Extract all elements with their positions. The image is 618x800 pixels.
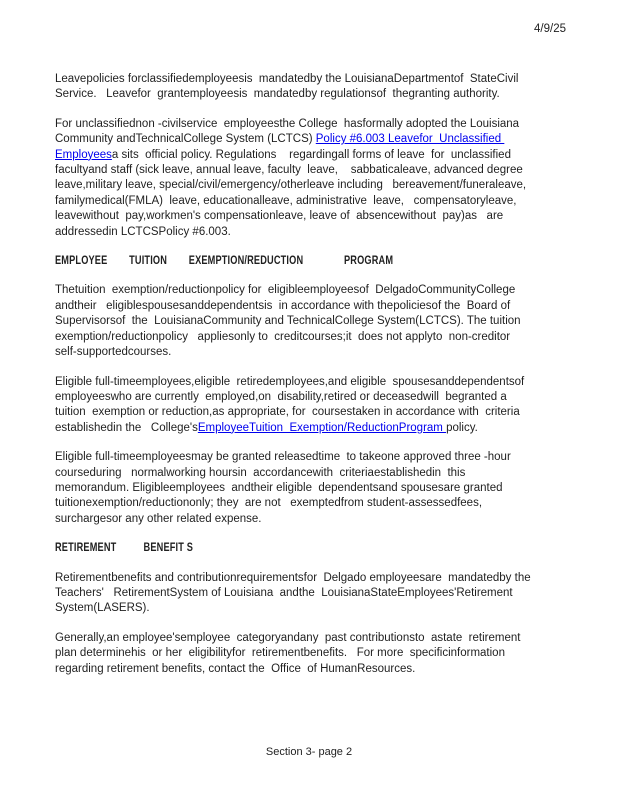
text-segment: policy. — [446, 421, 478, 434]
text-line — [55, 87, 575, 102]
text-line — [55, 375, 575, 390]
text-segment: Teachers' RetirementSystem of Louisiana andthe LouisianaStateEmployees'Retirement — [55, 586, 513, 599]
text-segment: Retirementbenefits and contributionrequirementsfor Delgado employeesare mandatedby the — [55, 571, 531, 584]
text-segment: establishedin the College's — [55, 421, 198, 434]
text-line — [55, 601, 575, 616]
text-segment: RETIREMENT BENEFIT S — [55, 542, 194, 555]
paragraph-eligible-employees — [55, 375, 575, 437]
text-segment: surchargesor any other related expense. — [55, 512, 262, 525]
text-line — [55, 283, 575, 298]
text-line — [55, 132, 575, 147]
text-line — [55, 571, 575, 586]
text-segment: EMPLOYEE TUITION EXEMPTION/REDUCTION PROGRAM — [55, 255, 394, 268]
text-segment: tuition exemption or reduction,as appropriate, for coursestaken in accordance with criteria — [55, 406, 520, 419]
text-segment: andtheir eligiblespousesanddependentsis in accordance with thepoliciesof the Board of — [55, 299, 511, 312]
text-line — [55, 481, 575, 496]
text-line — [55, 194, 575, 209]
text-segment: facultyand staff (sick leave, annual leave, faculty leave, sabbaticaleave, advanced degree — [55, 164, 523, 177]
text-line — [55, 421, 575, 436]
policy-6003-link-continued[interactable]: Employees — [55, 148, 112, 161]
text-line — [55, 450, 575, 465]
text-line — [55, 254, 471, 269]
paragraph-retirement-eligibility — [55, 631, 575, 677]
text-line — [55, 646, 575, 661]
tuition-program-link[interactable]: EmployeeTuition Exemption/ReductionProgram — [197, 421, 447, 434]
text-line — [55, 512, 575, 527]
heading-retirement-benefits — [55, 541, 575, 556]
text-line — [55, 163, 575, 178]
text-segment: Community andTechnicalCollege System (LCTCS) — [55, 133, 316, 146]
text-line — [55, 148, 575, 163]
text-segment: a sits official policy. Regulations regardingall forms of leave for unclassified — [111, 148, 511, 161]
text-line — [55, 496, 575, 511]
text-segment: Eligible full-timeemployees,eligible retiredemployees,and eligible spousesanddependentsof — [55, 375, 525, 388]
document-body — [55, 72, 575, 691]
paragraph-unclassified-leave — [55, 117, 575, 240]
text-segment: Leavepolicies forclassifiedemployeesis mandatedby the LouisianaDepartmentof StateCivil — [55, 73, 519, 85]
page-footer: Section 3- page 2 — [265, 746, 353, 758]
text-segment: Generally,an employee'semployee categoryandany past contributionsto astate retirement — [55, 631, 521, 644]
text-segment: familymedical(FMLA) leave, educationalleave, administrative leave, compensatoryleave, — [55, 194, 517, 207]
text-line — [55, 178, 575, 193]
heading-employee-tuition-program — [55, 254, 575, 269]
text-line — [55, 541, 471, 556]
text-segment: Thetuition exemption/reductionpolicy for eligibleemployeesof DelgadoCommunityCollege — [55, 284, 516, 297]
text-line — [55, 390, 575, 405]
paragraph-released-time — [55, 450, 575, 527]
text-segment: tuitionexemption/reductiononly; they are not exemptedfrom student-assessedfees, — [55, 497, 483, 510]
text-segment: plan determinehis or her eligibilityfor retirementbenefits. For more specificinformation — [55, 647, 505, 660]
text-line — [55, 209, 575, 224]
text-segment: Service. Leavefor grantemployeesis mandatedby regulationsof thegranting authority. — [55, 88, 500, 101]
text-segment: Eligible full-timeemployeesmay be granted releasedtime to takeone approved three -hour — [55, 451, 511, 464]
paragraph-tuition-policy — [55, 283, 575, 360]
text-line — [55, 586, 575, 601]
text-line — [55, 314, 575, 329]
text-segment: System(LASERS). — [55, 602, 150, 615]
text-segment: exemption/reductionpolicy appliesonly to creditcourses;it does not applyto non-creditor — [55, 330, 511, 343]
text-segment: courseduring normalworking hoursin accordancewith criteriaestablishedin this — [55, 466, 466, 479]
text-segment: leavewithout pay,workmen's compensationleave, leave of absencewithout pay)as are — [55, 210, 504, 223]
text-segment: regarding retirement benefits, contact the Office of HumanResources. — [55, 662, 416, 675]
paragraph-retirement-systems — [55, 571, 575, 617]
text-line — [55, 330, 575, 345]
text-line — [55, 225, 575, 240]
text-segment: addressedin LCTCSPolicy #6.003. — [55, 225, 231, 238]
text-line — [55, 662, 575, 677]
text-line — [55, 72, 575, 87]
paragraph-leave-policies — [55, 72, 575, 103]
text-line — [55, 405, 575, 420]
date-header: 4/9/25 — [534, 23, 566, 35]
text-segment: Supervisorsof the LouisianaCommunity and TechnicalCollege System(LCTCS). The tuition — [55, 315, 521, 328]
text-line — [55, 345, 575, 360]
text-segment: memorandum. Eligibleemployees andtheir eligible dependentsand spousesare granted — [55, 481, 503, 494]
text-line — [55, 117, 575, 132]
text-segment: leave,military leave, special/civil/emergency/otherleave including bereavement/funeraleave, — [55, 179, 527, 192]
text-segment: For unclassifiednon -civilservice employeesthe College hasformally adopted the Louisiana — [55, 117, 520, 130]
text-line — [55, 466, 575, 481]
text-segment: self-supportedcourses. — [55, 346, 172, 359]
text-segment: employeeswho are currently employed,on disability,retired or deceasedwill begranted a — [55, 390, 507, 403]
text-line — [55, 299, 575, 314]
policy-6003-link[interactable]: Policy #6.003 Leavefor Unclassified — [315, 133, 505, 146]
text-line — [55, 631, 575, 646]
